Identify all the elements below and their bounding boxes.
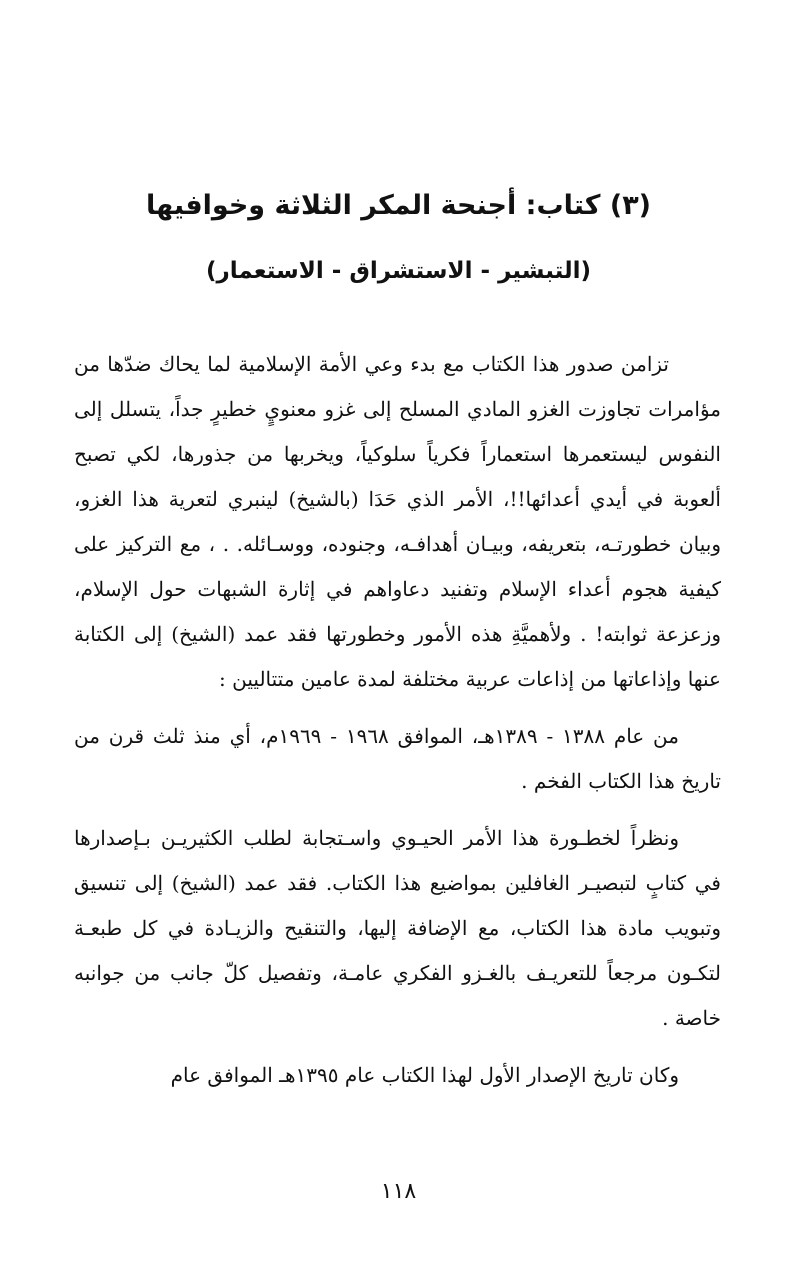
paragraph-4: وكان تاريخ الإصدار الأول لهذا الكتاب عام ١٣٩٥هـ الموافق عام (170, 1063, 679, 1087)
body-text (74, 342, 721, 1110)
page-number: ١١٨ (380, 1179, 417, 1204)
paragraph-3: ونظراً لخطـورة هذا الأمر الحيـوي واسـتجابة لطلب الكثيريـن بـإصدارها في كتابٍ لتبصيـر الغافلين بمواضيع هذا الكتاب. فقد عمد (الشيخ) إلى تنسيق وتبويب مادة هذا الكتاب، مع الإضافة إليها، والتنقيح والزيـادة في كل طبعـة لتكـون مرجعاً للتعريـف بالغـزو الفكري عامـة، وتفصيل كلّ جانب من جوانبه خاصة . (74, 826, 721, 1030)
paragraph-2: من عام ١٣٨٨ - ١٣٨٩هـ، الموافق ١٩٦٨ - ١٩٦٩م، أي منذ ثلث قرن من تاريخ هذا الكتاب الفخم . (74, 724, 721, 793)
paragraph-1: تزامن صدور هذا الكتاب مع بدء وعي الأمة الإسلامية لما يحاك ضدّها من مؤامرات تجاوزت الغزو المادي المسلح إلى غزو معنويٍ خطيرٍ جداً، يتسلل إلى النفوس ليستعمرها استعماراً فكرياً سلوكياً، ويخربها من جذورها، لكي تصبح ألعوبة في أيدي أعدائها!!، الأمر الذي حَدَا (بالشيخ) لينبري لتعرية هذا الغزو، وبيان خطورتـه، بتعريفه، وبيـان أهدافـه، وجنوده، ووسـائله. . ، مع التركيز على كيفية هجوم أعداء الإسلام وتفنيد دعاواهم في إثارة الشبهات حول الإسلام، وزعزعة ثوابته! . ولأهميَّةِ هذه الأمور وخطورتها فقد عمد (الشيخ) إلى الكتابة عنها وإذاعاتها من إذاعات عربية مختلفة لمدة عامين متتاليين : (74, 352, 721, 691)
section-subtitle: (التبشير - الاستشراق - الاستعمار) (205, 258, 591, 284)
section-title: (٣) كتاب: أجنحة المكر الثلاثة وخوافيها (145, 190, 652, 221)
